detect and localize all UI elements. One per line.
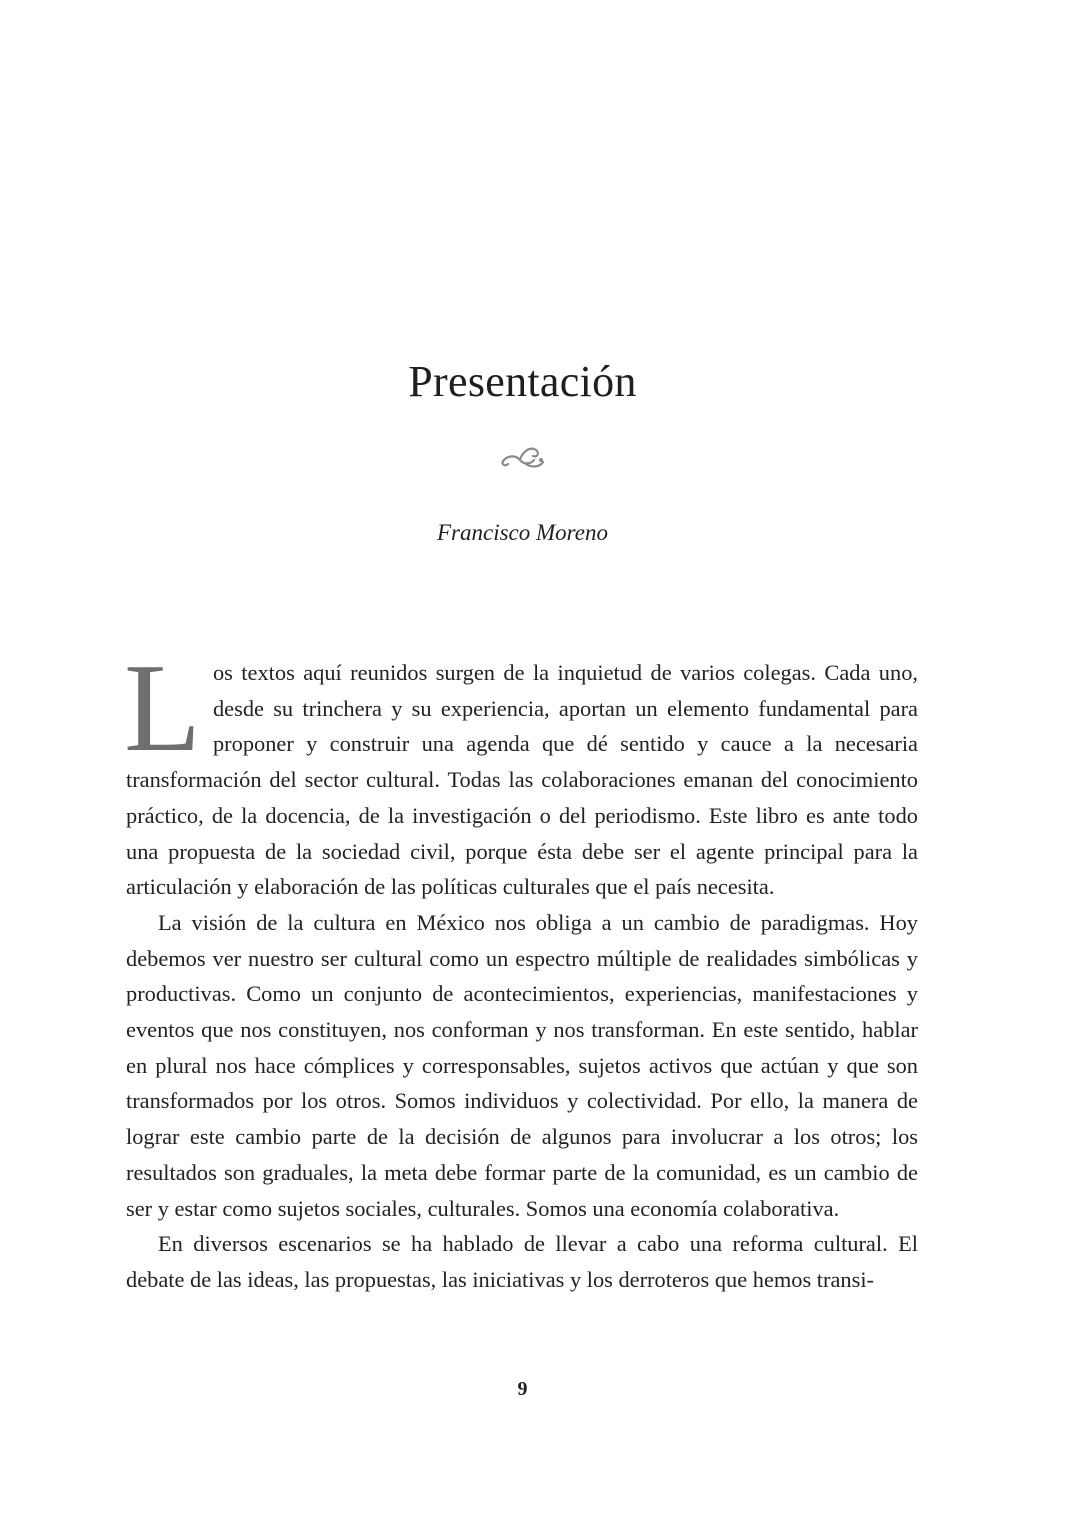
fleuron-icon — [500, 440, 546, 472]
chapter-title: Presentación — [408, 357, 637, 406]
chapter-author: Francisco Moreno — [437, 520, 608, 545]
body-text — [124, 639, 918, 1298]
paragraph: La visión de la cultura en México nos obliga a un cambio de paradigmas. Hoy debemos ver nuestro ser cultural como un espectro múltiple de realidades simbólicas y productivas. Como un conjunto de acontecimientos, experiencias, manifestaciones y eventos que nos constituyen, nos conforman y nos transforman. En este sentido, hablar en plural nos hace cómplices y corresponsables, sujetos activos que actúan y que son transformados por los otros. Somos individuos y colectividad. Por ello, la manera de lograr este cambio parte de la decisión de algunos para involucrar a los otros; los resultados son graduales, la meta debe formar parte de la comunidad, es un cambio de ser y estar como sujetos sociales, culturales. Somos una economía colaborativa. — [126, 909, 918, 1221]
page-number: 9 — [517, 1378, 528, 1400]
paragraph — [124, 639, 918, 905]
paragraph: En diversos escenarios se ha hablado de llevar a cabo una reforma cultural. El debate de las ideas, las propuestas, las iniciativas y los derroteros que hemos transi- — [126, 1231, 918, 1292]
drop-cap: L — [124, 639, 201, 778]
paragraph-text: os textos aquí reunidos surgen de la inquietud de varios colegas. Cada uno, desde su trinchera y su experiencia, aportan un elemento fundamental para proponer y construir una agenda que dé sentido y cauce a la necesaria transformación del sector cultural. Todas las colaboraciones emanan del conocimiento práctico, de la docencia, de la investigación o del periodismo. Este libro es ante todo una propuesta de la sociedad civil, porque ésta debe ser el agente principal para la articulación y elaboración de las políticas culturales que el país necesita. — [126, 660, 918, 900]
